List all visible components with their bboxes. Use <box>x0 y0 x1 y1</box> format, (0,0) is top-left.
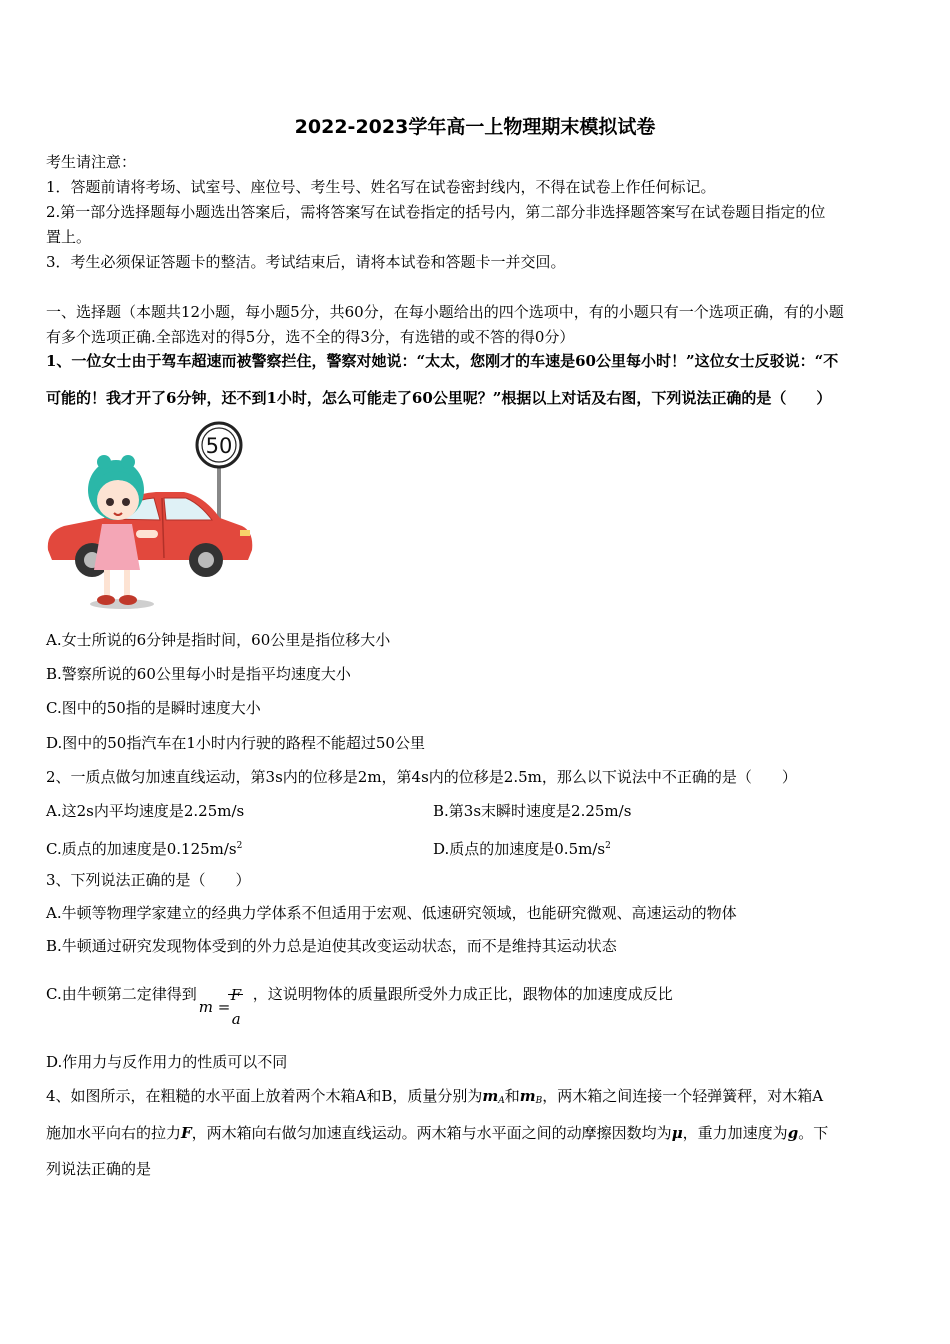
notice-heading: 考生请注意： <box>46 153 137 171</box>
q3-stem: 3、下列说法正确的是（ ） <box>46 871 251 889</box>
q2-option-b: B.第3s末瞬时速度是2.25m/s <box>433 802 632 820</box>
q1-option-d: D.图中的50指汽车在1小时内行驶的路程不能超过50公里 <box>46 734 425 752</box>
q4-stem-line-3: 列说法正确的是 <box>46 1160 152 1178</box>
q2-option-d: D.质点的加速度是$0.5m/s^2$ <box>433 840 611 858</box>
q1-option-a: A.女士所说的6分钟是指时间，60公里是指位移大小 <box>46 631 391 649</box>
q3-option-b: B.牛顿通过研究发现物体受到的外力总是迫使其改变运动状态，而不是维持其运动状态 <box>46 937 617 955</box>
q1-option-b: B.警察所说的60公里每小时是指平均速度大小 <box>46 665 351 683</box>
notice-item-2: 2.第一部分选择题每小题选出答案后，需将答案写在试卷指定的括号内，第二部分非选择题答案写在试卷题目指定的位 <box>46 203 826 221</box>
page-title: 2022-2023学年高一上物理期末模拟试卷 <box>294 116 656 138</box>
notice-item-3: 3．考生必须保证答题卡的整洁。考试结束后，请将本试卷和答题卡一并交回。 <box>46 253 566 271</box>
q1-stem-line-1: 1、一位女士由于驾车超速而被警察拦住，警察对她说：“太太，您刚才的车速是60公里每小时！”这位女士反驳说：“不 <box>46 352 839 370</box>
newton-second-law-formula: m = F a <box>198 986 242 1028</box>
section-intro-line-1: 一、选择题（本题共12小题，每小题5分，共60分，在每小题给出的四个选项中，有的小题只有一个选项正确，有的小题 <box>46 303 844 321</box>
q3-option-a: A.牛顿等物理学家建立的经典力学体系不但适用于宏观、低速研究领域，也能研究微观、高速运动的物体 <box>46 904 737 922</box>
notice-item-1: 1．答题前请将考场、试室号、座位号、考生号、姓名写在试卷密封线内，不得在试卷上作任何标记。 <box>46 178 716 196</box>
q2-option-a: A.这2s内平均速度是2.25m/s <box>46 802 245 820</box>
q3-option-d: D.作用力与反作用力的性质可以不同 <box>46 1053 288 1071</box>
speed-limit-illustration <box>44 420 259 612</box>
q1-stem-line-2: 可能的！我才开了6分钟，还不到1小时，怎么可能走了60公里呢？”根据以上对话及右图，下列说法正确的是（ ） <box>46 389 832 407</box>
section-intro-line-2: 有多个选项正确.全部选对的得5分，选不全的得3分，有选错的或不答的得0分） <box>46 328 575 346</box>
speed-limit-value: 50 <box>205 434 233 458</box>
q4-stem-line-2: 施加水平向右的拉力F，两木箱向右做匀加速直线运动。两木箱与水平面之间的动摩擦因数均为μ，重力加速度为g。下 <box>46 1124 829 1142</box>
q4-stem-line-1: 4、如图所示，在粗糙的水平面上放着两个木箱A和B，质量分别为$m_A$和$m_B$，两木箱之间连接一个轻弹簧秤，对木箱A <box>46 1087 824 1106</box>
q2-stem: 2、一质点做匀加速直线运动，第3s内的位移是2m，第4s内的位移是2.5m，那么以下说法中不正确的是（ ） <box>46 768 797 786</box>
q1-option-c: C.图中的50指的是瞬时速度大小 <box>46 699 261 717</box>
q2-option-c: C.质点的加速度是$0.125m/s^2$ <box>46 840 243 858</box>
notice-item-2-cont: 置上。 <box>46 228 92 246</box>
q3-option-c: C.由牛顿第二定律得到 m = F a ，这说明物体的质量跟所受外力成正比，跟物体的加速度成反比 <box>46 972 673 1017</box>
